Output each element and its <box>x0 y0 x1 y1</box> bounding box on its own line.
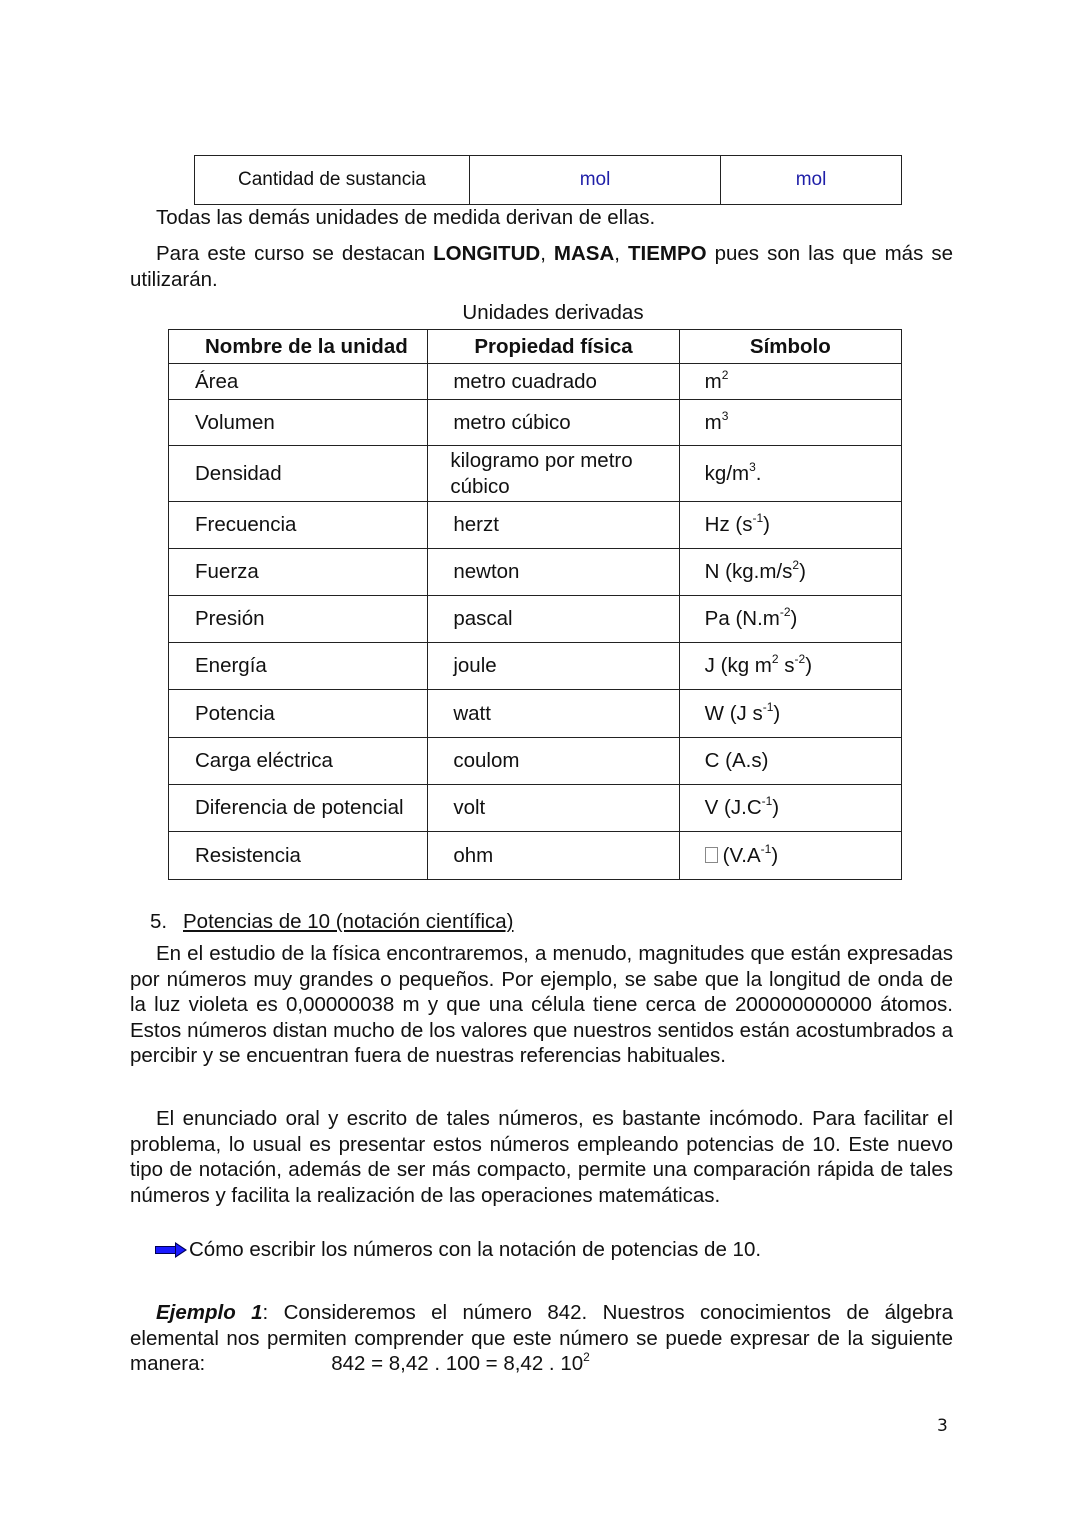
unit-name: Presión <box>169 596 428 643</box>
missing-glyph-icon <box>705 847 718 863</box>
unit-property: herzt <box>428 502 679 549</box>
header-property: Propiedad física <box>428 330 679 364</box>
example-formula: 842 = 8,42 . 100 = 8,42 . $10^2$ <box>331 1350 590 1376</box>
unit-name: Fuerza <box>169 549 428 596</box>
unit-property: coulom <box>428 738 679 785</box>
unit-name: Diferencia de potencial <box>169 785 428 832</box>
paragraph-curso <box>130 241 953 292</box>
unit-cell: mol <box>470 156 721 205</box>
table-row <box>169 785 902 832</box>
unit-name: Densidad <box>169 446 428 502</box>
unit-name: Área <box>169 364 428 400</box>
header-name: Nombre de la unidad <box>169 330 428 364</box>
table-row <box>169 502 902 549</box>
paragraph-derivan <box>130 205 953 231</box>
paragraph-text: El enunciado oral y escrito de tales números, es bastante incómodo. Para facilitar el problema, lo usual es presentar estos números empleando potencias de 10. Este nuevo tipo de notación, además de ser más compacto, permite una comparación rápida de tales números y facilita la realización de las operaciones matemáticas. <box>130 1107 953 1207</box>
section-number: 5. <box>150 910 168 933</box>
unit-symbol: C (A.s) <box>679 738 901 785</box>
table-row <box>169 596 902 643</box>
paragraph-text: Para este curso se destacan <box>156 242 434 265</box>
unit-symbol: $m^2$ <box>679 364 901 400</box>
paragraph-text: Todas las demás unidades de medida derivan de ellas. <box>156 206 656 229</box>
header-symbol: Símbolo <box>679 330 901 364</box>
paragraph-text: pues son las que más se utilizarán. <box>130 242 953 291</box>
unit-name: Volumen <box>169 400 428 446</box>
unit-symbol: V $(J.C^{-1})$ <box>679 785 901 832</box>
table-row <box>169 549 902 596</box>
unit-symbol: Hz $(s^{-1})$ <box>679 502 901 549</box>
unit-name: Energía <box>169 643 428 690</box>
emphasis-masa: MASA <box>553 242 615 265</box>
base-units-table <box>194 155 902 205</box>
emphasis-longitud: LONGITUD <box>433 242 541 265</box>
section-title: Potencias de 10 (notación científica) <box>183 910 514 933</box>
table-header-row <box>169 330 902 364</box>
separator: , <box>614 242 628 265</box>
paragraph-text: En el estudio de la física encontraremos, a menudo, magnitudes que están expresadas por números muy grandes o pequeños. Por ejemplo, se sabe que la longitud de onda de la luz violeta es 0,00000038 m y que una célula tiene cerca de 200000000000 átomos. Estos números distan mucho de los valores que nuestros sentidos están acostumbrados a percibir y se encuentran fuera de nuestras referencias habituales. <box>130 942 953 1068</box>
unit-symbol: Pa $(N.m^{-2})$ <box>679 596 901 643</box>
unit-property: newton <box>428 549 679 596</box>
unit-property: ohm <box>428 832 679 880</box>
unit-symbol: $kg/m^3$. <box>679 446 901 502</box>
arrow-note-text: Cómo escribir los números con la notación de potencias de 10. <box>189 1238 762 1261</box>
table-row <box>169 832 902 880</box>
table-row <box>169 400 902 446</box>
example-1 <box>130 1300 953 1377</box>
unit-property: volt <box>428 785 679 832</box>
unit-name: Carga eléctrica <box>169 738 428 785</box>
paragraph-enunciado <box>130 1106 953 1208</box>
unit-symbol: N $(kg.m/s^2)$ <box>679 549 901 596</box>
unit-name: Potencia <box>169 690 428 738</box>
table-row <box>169 446 902 502</box>
unit-property: metro cúbico <box>428 400 679 446</box>
page-number: 3 <box>937 1416 948 1436</box>
table-row <box>169 738 902 785</box>
unit-property: joule <box>428 643 679 690</box>
derived-table-caption: Unidades derivadas <box>462 301 644 324</box>
section-heading <box>150 910 513 934</box>
example-text: : Consideremos el número 842. Nuestros conocimientos de álgebra elemental nos permiten comprender que este número se puede expresar de la siguiente manera: <box>130 1301 953 1376</box>
symbol-cell: mol <box>721 156 902 205</box>
emphasis-tiempo: TIEMPO <box>627 242 707 265</box>
separator: , <box>540 242 554 265</box>
table-row <box>169 364 902 400</box>
table-row <box>169 643 902 690</box>
unit-name: Resistencia <box>169 832 428 880</box>
derived-units-table <box>168 329 902 880</box>
unit-symbol: W (J $s^{-1}$) <box>679 690 901 738</box>
table-row <box>195 156 902 205</box>
arrow-note <box>155 1238 761 1262</box>
unit-symbol: $m^3$ <box>679 400 901 446</box>
unit-property: metro cuadrado <box>428 364 679 400</box>
unit-property: kilogramo por metro cúbico <box>428 446 679 502</box>
right-arrow-icon <box>155 1243 188 1257</box>
example-label: Ejemplo 1 <box>156 1301 263 1324</box>
unit-symbol: $(V.A^{-1})$ <box>679 832 901 880</box>
paragraph-estudio <box>130 941 953 1069</box>
unit-property: pascal <box>428 596 679 643</box>
unit-property: watt <box>428 690 679 738</box>
magnitude-cell: Cantidad de sustancia <box>195 156 470 205</box>
table-row <box>169 690 902 738</box>
unit-name: Frecuencia <box>169 502 428 549</box>
unit-symbol: J (kg $m^2$ $s^{-2}$) <box>679 643 901 690</box>
